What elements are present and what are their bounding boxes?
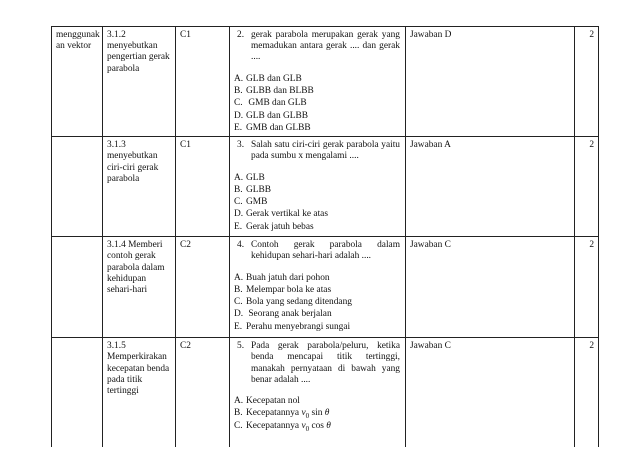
option-letter: B. xyxy=(234,408,243,419)
option-text: Kecepatannya xyxy=(246,420,302,431)
option-letter: C. xyxy=(234,420,243,431)
answer-cell xyxy=(406,137,575,237)
option xyxy=(234,296,401,308)
option-letter: E. xyxy=(234,321,243,332)
objective-text: 3.1.5 Memperkirakan kecepatan benda pada titik tertinggi xyxy=(107,341,170,396)
answer-text: Jawaban A xyxy=(410,140,451,151)
assessment-table xyxy=(51,26,599,447)
table-row xyxy=(52,27,599,137)
option-text: GLB dan GLBB xyxy=(246,110,308,121)
table-row xyxy=(52,338,599,448)
option xyxy=(234,97,401,109)
question xyxy=(234,341,401,386)
option-text: Melempar bola ke atas xyxy=(246,284,332,295)
option-list xyxy=(234,272,401,333)
objective-text: 3.1.2 menyebutkan pengertian gerak parabola xyxy=(107,30,170,74)
table-row xyxy=(52,137,599,237)
indicator-cell xyxy=(52,237,103,338)
cognitive-level-cell xyxy=(176,237,230,338)
option xyxy=(234,184,401,196)
cognitive-level-cell xyxy=(176,27,230,137)
option xyxy=(234,420,401,432)
option-letter: D. xyxy=(234,110,244,121)
trig-function: sin xyxy=(309,408,325,419)
answer-text: Jawaban C xyxy=(410,341,451,352)
indicator-cell xyxy=(52,27,103,137)
question-number: 2. xyxy=(237,30,245,40)
option xyxy=(234,196,401,208)
answer-cell xyxy=(406,27,575,137)
question-text: Pada gerak parabola/peluru, ketika benda mencapai titik tertinggi, manakah pernyataan di bawah yang benar adalah .... xyxy=(251,341,400,385)
option-text: GMB dan GLB xyxy=(246,98,307,109)
option xyxy=(234,284,401,296)
option xyxy=(234,122,401,134)
theta-symbol: θ xyxy=(326,420,331,431)
option-text: GLBB dan BLBB xyxy=(246,85,314,96)
option xyxy=(234,110,401,122)
objective-text: 3.1.3 menyebutkan ciri-ciri gerak parabola xyxy=(107,140,159,184)
question xyxy=(234,240,401,262)
velocity-symbol: v xyxy=(301,408,306,419)
option-text: Gerak jatuh bebas xyxy=(246,221,314,232)
option-formula xyxy=(246,420,331,432)
option-text: Seorang anak berjalan xyxy=(246,309,332,320)
cognitive-level: C2 xyxy=(180,240,191,251)
option-letter: E. xyxy=(234,122,243,133)
option-text: Perahu menyebrangi sungai xyxy=(246,321,351,332)
option-text: GLBB xyxy=(246,184,272,195)
option-letter: A. xyxy=(234,272,244,283)
option xyxy=(234,172,401,184)
question-cell xyxy=(230,137,406,237)
option xyxy=(234,73,401,85)
question xyxy=(234,30,401,64)
cognitive-level: C1 xyxy=(180,30,191,40)
velocity-subscript: 0 xyxy=(305,424,310,433)
cognitive-level-cell xyxy=(176,338,230,448)
cognitive-level: C1 xyxy=(180,140,191,151)
score-value: 2 xyxy=(589,30,594,40)
question-text: Contoh gerak parabola dalam kehidupan sehari-hari adalah .... xyxy=(251,240,400,262)
option xyxy=(234,85,401,97)
question xyxy=(234,140,401,162)
score-value: 2 xyxy=(589,240,594,251)
question-number: 4. xyxy=(237,240,245,251)
option xyxy=(234,308,401,320)
option-text: Bola yang sedang ditendang xyxy=(246,297,352,308)
objective-text: 3.1.4 Memberi contoh gerak parabola dalam kehidupan sehari-hari xyxy=(107,240,165,295)
cognitive-level: C2 xyxy=(180,341,191,352)
indicator-text: menggunak an vektor xyxy=(56,30,100,52)
question-text: Salah satu ciri-ciri gerak parabola yaitu pada sumbu x mengalami .... xyxy=(251,140,400,162)
option-formula xyxy=(246,407,329,419)
option-letter: C. xyxy=(234,197,243,208)
objective-cell xyxy=(103,237,176,338)
option-text: Gerak vertikal ke atas xyxy=(246,209,328,220)
option-text: GLB dan GLB xyxy=(246,73,302,84)
option-letter: A. xyxy=(234,172,244,183)
velocity-subscript: 0 xyxy=(305,412,310,421)
option-letter: C. xyxy=(234,297,243,308)
option-list xyxy=(234,73,401,134)
option-letter: D. xyxy=(234,309,244,320)
option xyxy=(234,395,401,407)
objective-cell xyxy=(103,338,176,448)
indicator-cell xyxy=(52,137,103,237)
objective-cell xyxy=(103,27,176,137)
answer-text: Jawaban C xyxy=(410,240,451,251)
option-text: GLB xyxy=(246,172,265,183)
option xyxy=(234,407,401,419)
option xyxy=(234,208,401,220)
option xyxy=(234,272,401,284)
option-text: Kecepatan nol xyxy=(246,395,300,406)
option-text: Buah jatuh dari pohon xyxy=(246,272,330,283)
score-cell xyxy=(575,137,599,237)
objective-cell xyxy=(103,137,176,237)
table-row xyxy=(52,237,599,338)
answer-text: Jawaban D xyxy=(410,30,452,40)
option-list xyxy=(234,172,401,233)
option-letter: B. xyxy=(234,85,243,96)
score-cell xyxy=(575,338,599,448)
option-letter: C. xyxy=(234,98,243,109)
option-letter: E. xyxy=(234,221,243,232)
answer-cell xyxy=(406,237,575,338)
velocity-symbol: v xyxy=(301,420,306,431)
theta-symbol: θ xyxy=(324,408,330,419)
option-text: GMB dan GLBB xyxy=(246,122,311,133)
question-cell xyxy=(230,27,406,137)
score-value: 2 xyxy=(589,341,594,352)
question-cell xyxy=(230,237,406,338)
question-text: gerak parabola merupakan gerak yang memadukan antara gerak .... dan gerak .... xyxy=(251,30,400,63)
question-number: 5. xyxy=(237,341,245,352)
cognitive-level-cell xyxy=(176,137,230,237)
option-text: Kecepatannya xyxy=(246,408,302,419)
option-list xyxy=(234,395,401,432)
option-letter: B. xyxy=(234,184,243,195)
option-letter: A. xyxy=(234,395,244,406)
option-text: GMB xyxy=(246,197,268,208)
score-value: 2 xyxy=(589,140,594,151)
option xyxy=(234,221,401,233)
score-cell xyxy=(575,27,599,137)
question-number: 3. xyxy=(237,140,245,151)
option-letter: D. xyxy=(234,209,244,220)
answer-cell xyxy=(406,338,575,448)
question-cell xyxy=(230,338,406,448)
trig-function: cos xyxy=(309,420,327,431)
option-letter: B. xyxy=(234,284,243,295)
score-cell xyxy=(575,237,599,338)
indicator-cell xyxy=(52,338,103,448)
option-letter: A. xyxy=(234,73,244,84)
option xyxy=(234,321,401,333)
